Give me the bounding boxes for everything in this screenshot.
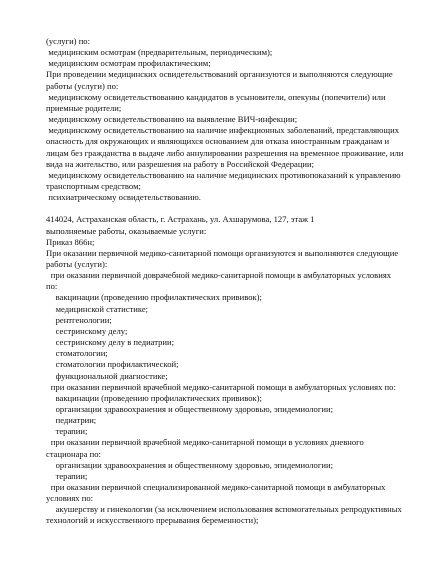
text-line: технологий и искусственного прерывания беременности); [46,515,259,526]
text-line: медицинскому освидетельствованию на наличие инфекционных заболеваний, представляющих [48,125,399,136]
text-line: медицинской статистике; [55,303,149,314]
text-line: При проведении медицинских освидетельствований организуются и выполняются следующие [46,69,393,80]
text-line: приемные родители; [46,102,122,113]
text-line: терапии; [55,426,88,437]
text-line: при оказании первичной врачебной медико-санитарной помощи в условиях дневного [50,437,364,448]
text-line: психиатрическому освидетельствованию. [48,192,201,203]
text-line: вида на жительство, или разрешения на работу в Российской Федерации; [46,158,315,169]
text-line: сестринскому делу; [55,325,128,336]
text-line: 414024, Астраханская область, г. Астрахань, ул. Ахшарумова, 127, этаж 1 [46,214,315,225]
text-line: по: [46,281,58,292]
text-line: стоматологии; [55,348,108,359]
text-line: работы (услуги) по: [46,80,119,91]
text-line: рентгенологии; [55,314,112,325]
text-line: Приказ 866н; [46,236,95,247]
text-line: акушерству и гинекологии (за исключением использования вспомогательных репродуктивных [55,504,402,515]
text-line: медицинскому освидетельствованию на выявление ВИЧ-инфекции; [48,114,298,125]
text-line: транспортным средством; [46,180,141,191]
text-line: опасность для окружающих и являющихся основанием для отказа иностранным гражданам и [46,136,390,147]
text-line: организации здравоохранения и общественному здоровью, эпидемиологии; [55,459,333,470]
text-line: лицам без гражданства в выдаче либо аннулировании разрешения на временное проживание, или [46,147,404,158]
text-line: (услуги) по: [46,36,90,46]
text-line: организации здравоохранения и общественному здоровью, эпидемиологии; [55,403,333,414]
text-line: работы (услуги): [46,259,108,269]
text-line: стационара по: [46,448,101,459]
text-line: терапии; [55,470,88,481]
text-line: вакцинации (проведению профилактических прививок); [55,292,262,303]
text-line: стоматологии профилактической; [55,359,179,370]
text-line: при оказании первичной специализированной медико-санитарной помощи в амбулаторных [50,482,386,492]
text-line: функциональной диагностике; [55,370,168,381]
text-line: вакцинации (проведению профилактических прививок); [55,392,262,403]
text-line: при оказании первичной врачебной медико-санитарной помощи в амбулаторных условиях по: [50,381,396,392]
text-line: при оказании первичной доврачебной медико-санитарной помощи в амбулаторных условиях [50,270,392,281]
text-line: медицинскому освидетельствованию на наличие медицинских противопоказаний к управлению [48,169,401,180]
text-line: медицинским осмотрам профилактическим; [48,58,211,69]
text-line: При оказании первичной медико-санитарной помощи организуются и выполняются следующие [46,247,399,258]
text-line: условиях по: [46,493,94,504]
text-line: педиатрии; [55,415,97,426]
text-line: медицинскому освидетельствованию кандидатов в усыновители, опекуны (попечители) или [48,91,386,102]
text-line: выполняемые работы, оказываемые услуги: [46,225,207,236]
text-line: сестринскому делу в педиатрии; [55,337,175,348]
text-line: медицинским осмотрам (предварительным, периодическим); [48,47,273,58]
